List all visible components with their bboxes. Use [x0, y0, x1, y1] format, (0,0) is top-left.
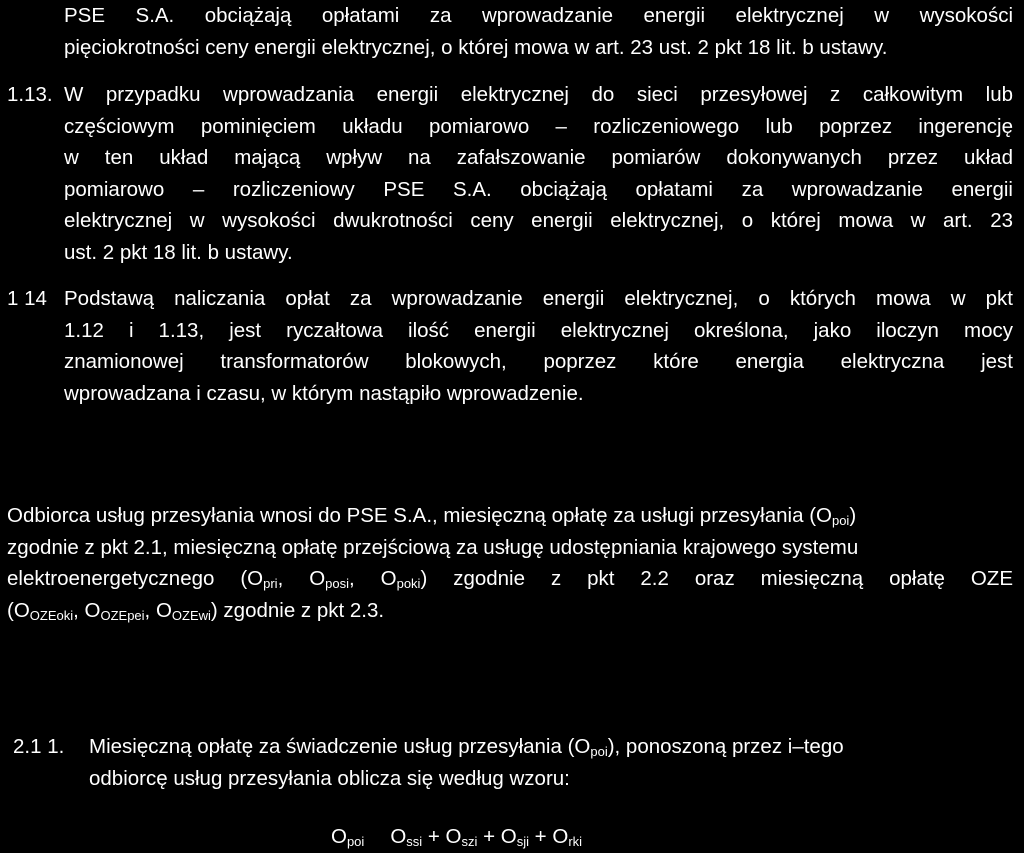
text-line: ($O_{OZEoki}$, $O_{OZEpei}$, $O_{OZEwi}$) zgodnie z pkt 2.3. [7, 598, 385, 623]
text-line: w ten układ mającą wpływ na zafałszowanie pomiarów dokonywanych przez układ [64, 146, 1013, 169]
text-line: wprowadzana i czasu, w którym nastąpiło wprowadzenie. [64, 381, 584, 405]
text-line: elektrycznej w wysokości dwukrotności ceny energii elektrycznej, o której mowa w art. 23 [64, 209, 1013, 232]
text-line: zgodnie z pkt 2.1, miesięczną opłatę przejściową za usługę udostępniania krajowego systemu [7, 535, 859, 559]
text-line: ust. 2 pkt 18 lit. b ustawy. [64, 240, 293, 264]
paragraph-pse-charges [64, 0, 1013, 63]
paragraph-odbiorca [7, 500, 1013, 626]
text-line: Odbiorca usług przesyłania wnosi do PSE S.A., miesięczną opłatę za usługi przesyłania $(O_{poi})$ [7, 504, 857, 528]
section-number-1-13: 1.13. [7, 83, 53, 106]
text-line: Podstawą naliczania opłat za wprowadzanie energii elektrycznej, o których mowa w pkt [64, 287, 1013, 310]
text-line: Miesięczną opłatę za świadczenie usług przesyłania $(O_{poi})$, ponoszoną przez i–tego [89, 735, 844, 759]
section-number-2-1-1: 2.1 1. [13, 735, 65, 758]
text-line: PSE S.A. obciążają opłatami za wprowadzanie energii elektrycznej w wysokości [64, 4, 1013, 27]
text-line: pięciokrotności ceny energii elektrycznej, o której mowa w art. 23 ust. 2 pkt 18 lit. b ustawy. [64, 35, 888, 59]
text-line: odbiorcę usług przesyłania oblicza się według wzoru: [89, 766, 570, 790]
text-line: 1.12 i 1.13, jest ryczałtowa ilość energii elektrycznej określona, jako iloczyn mocy [64, 318, 1013, 342]
section-2-1-1-text [89, 731, 1013, 794]
section-1-14-text [64, 283, 1013, 409]
text-line: znamionowej transformatorów blokowych, poprzez które energia elektryczna jest [64, 350, 1013, 373]
formula-term-osji: $O_{sji}$ [500, 825, 529, 849]
section-number-1-14: 1 14 [7, 287, 47, 310]
section-1-13-text [64, 79, 1013, 268]
text-line: elektroenergetycznego ($O_{pri}$, $O_{posi}$, $O_{poki}$) zgodnie z pkt 2.2 oraz miesięczną opłatę OZE [7, 567, 1014, 591]
text-line: W przypadku wprowadzania energii elektrycznej do sieci przesyłowej z całkowitym lub [64, 83, 1013, 106]
formula-lhs: $O_{poi}$ [331, 825, 365, 849]
formula-opoi: $O_{poi}$ $O_{ssi} + O_{szi} + O_{sji} + O_{rki}$ [331, 825, 583, 849]
formula-term-orki: $O_{rki}$ [552, 825, 583, 849]
formula-term-ossi: $O_{ssi}$ [390, 825, 423, 849]
text-line: pomiarowo – rozliczeniowy PSE S.A. obciążają opłatami za wprowadzanie energii [64, 177, 1013, 201]
text-line: częściowym pominięciem układu pomiarowo – rozliczeniowego lub poprzez ingerencję [64, 114, 1013, 138]
formula-term-oszi: $O_{szi}$ [445, 825, 478, 849]
